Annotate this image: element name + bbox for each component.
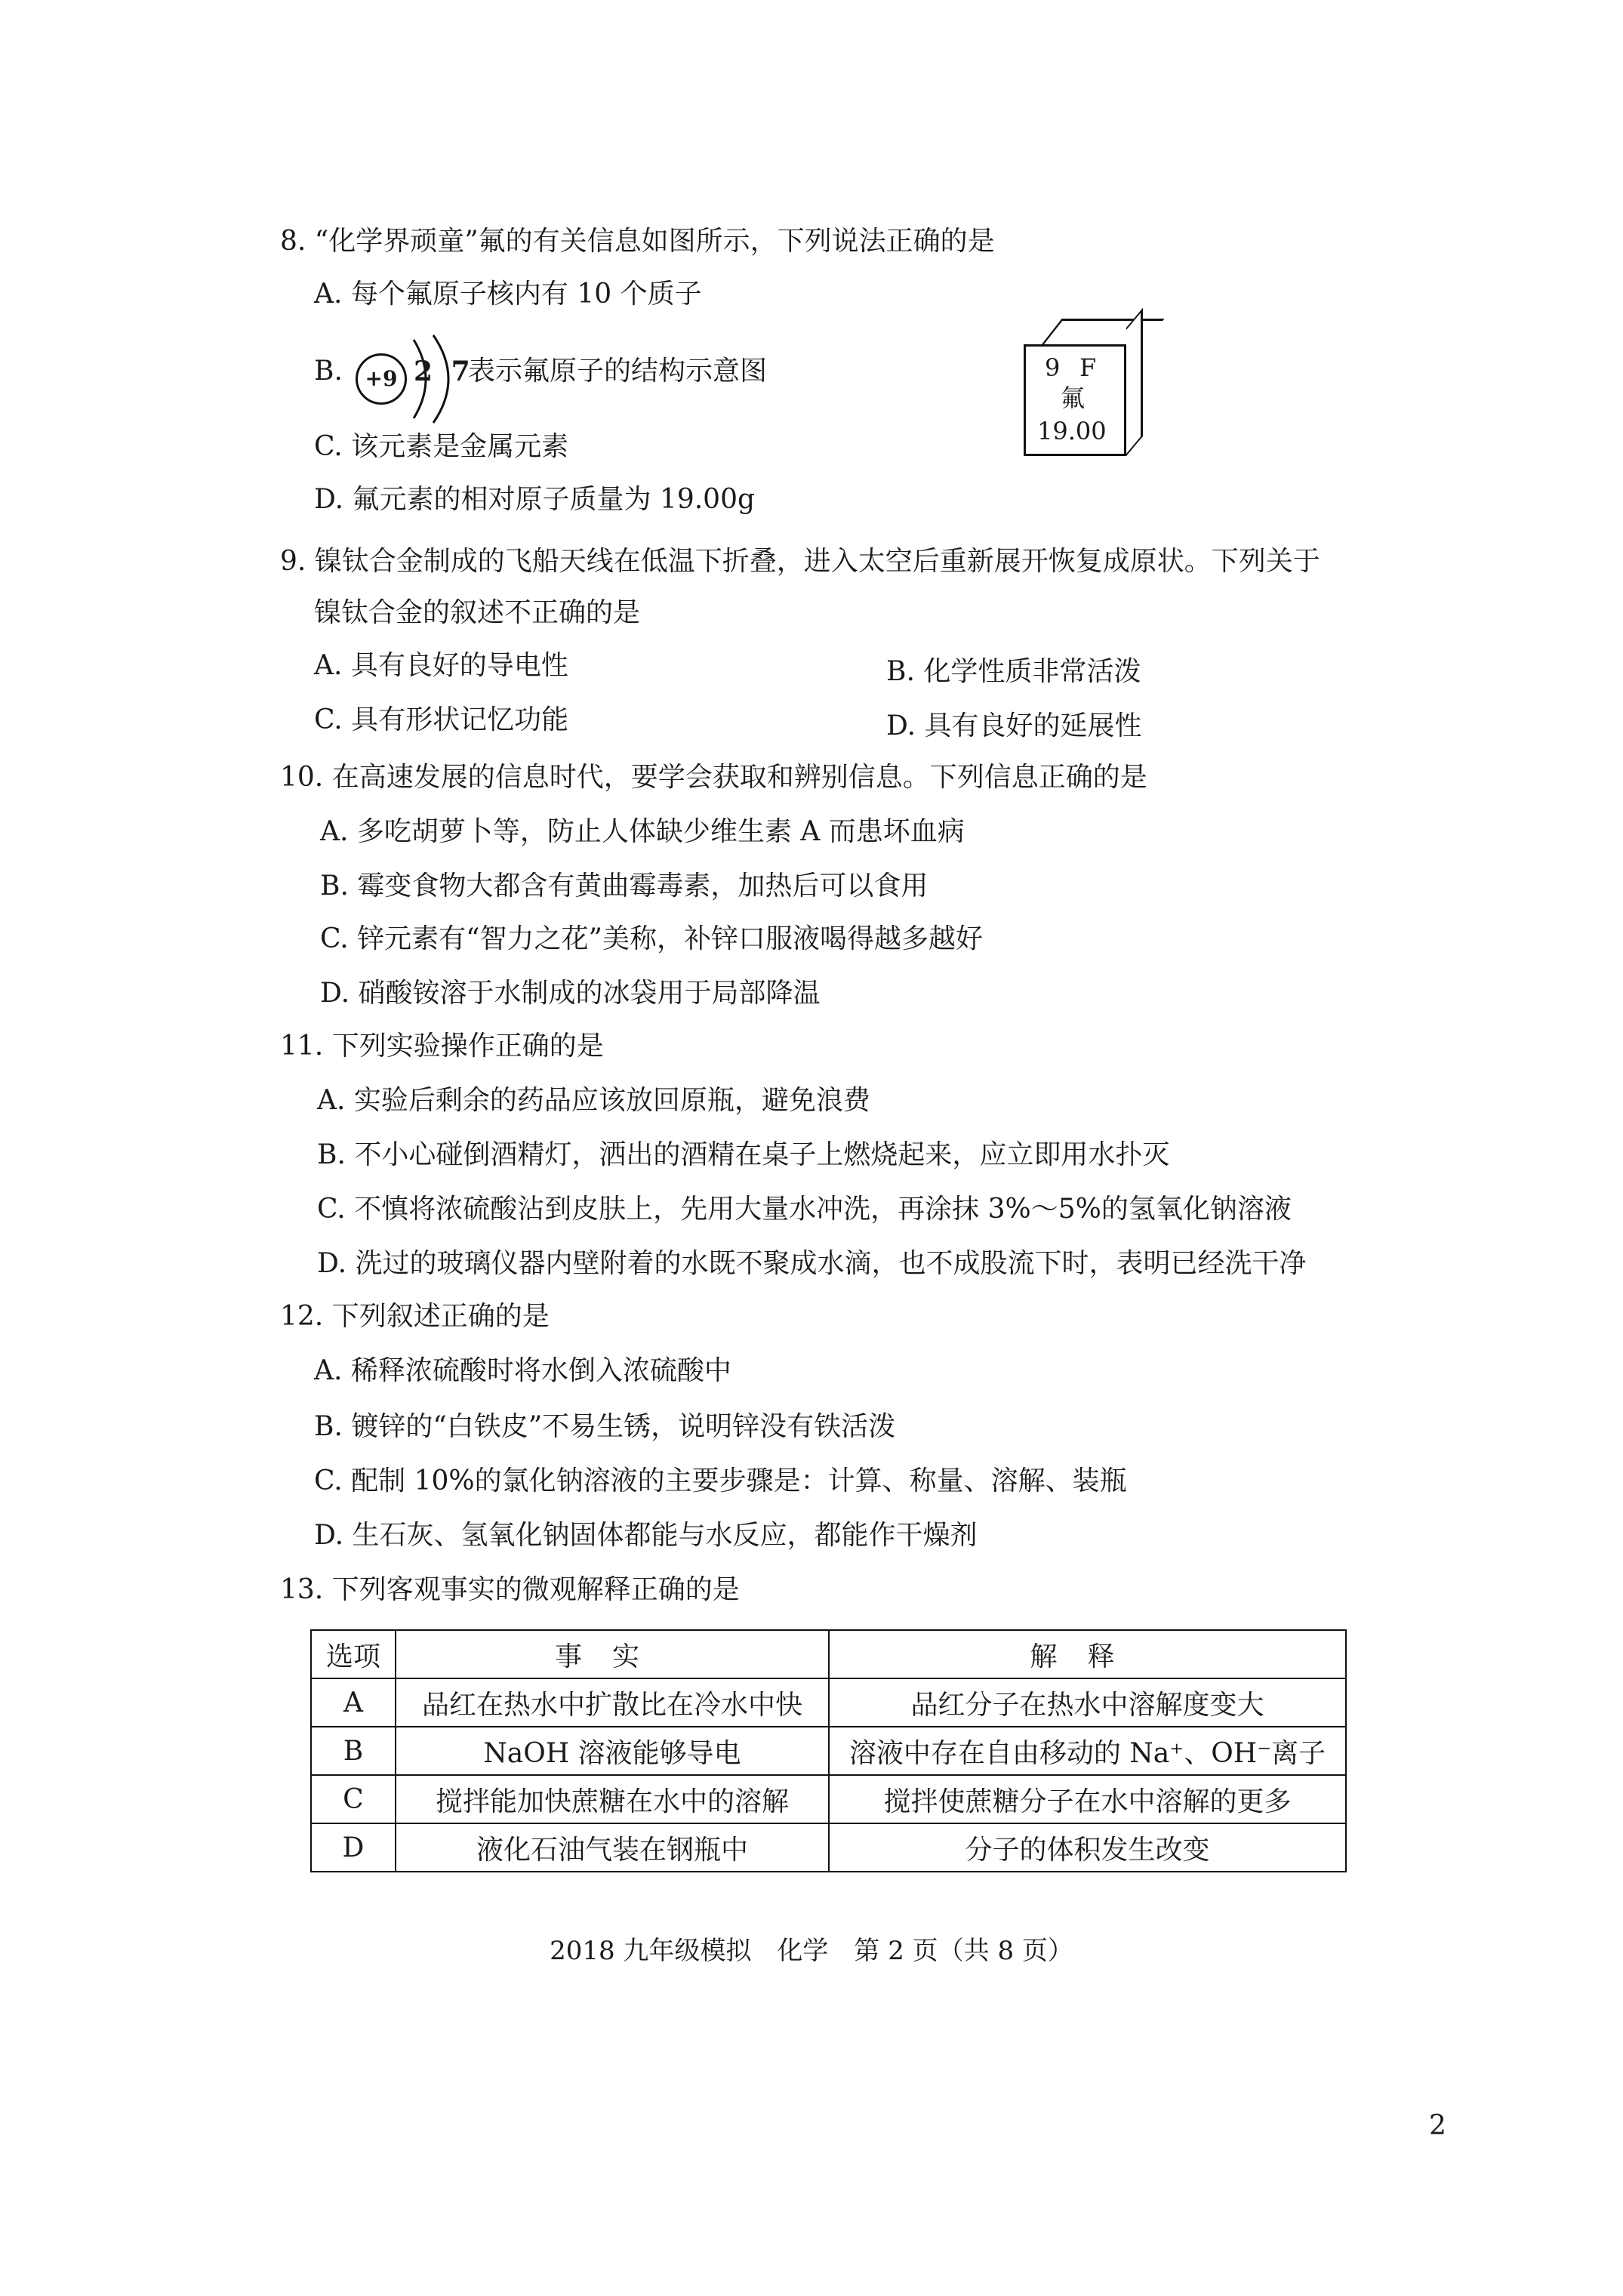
q9-option-d: D. 具有良好的延展性 (886, 710, 1142, 741)
q10-option-d: D. 硝酸铵溶于水制成的冰袋用于局部降温 (320, 978, 821, 1009)
row-option: B (311, 1727, 396, 1775)
card-top-face (1042, 319, 1165, 344)
row-explanation: 品红分子在热水中溶解度变大 (829, 1678, 1346, 1727)
atomic-number: 9 (1045, 353, 1061, 382)
table-row (311, 1823, 1346, 1872)
q8-stem: 8. “化学界顽童”氟的有关信息如图所示，下列说法正确的是 (280, 226, 995, 257)
header-fact: 事实 (396, 1630, 829, 1678)
row-option: D (311, 1823, 396, 1872)
q10-option-c: C. 锌元素有“智力之花”美称，补锌口服液喝得越多越好 (320, 923, 983, 954)
q10-option-a: A. 多吃胡萝卜等，防止人体缺少维生素 A 而患坏血病 (320, 816, 965, 847)
q12-stem: 12. 下列叙述正确的是 (280, 1301, 550, 1332)
q13-stem: 13. 下列客观事实的微观解释正确的是 (280, 1574, 740, 1605)
table-row (311, 1727, 1346, 1775)
q10-option-b: B. 霉变食物大都含有黄曲霉毒素，加热后可以食用 (320, 871, 929, 901)
row-explanation: 分子的体积发生改变 (829, 1823, 1346, 1872)
q12-option-c: C. 配制 10%的氯化钠溶液的主要步骤是：计算、称量、溶解、装瓶 (314, 1465, 1127, 1496)
row-fact: 搅拌能加快蔗糖在水中的溶解 (396, 1775, 829, 1823)
row-fact: 品红在热水中扩散比在冷水中快 (396, 1678, 829, 1727)
q11-option-b: B. 不小心碰倒酒精灯，洒出的酒精在桌子上燃烧起来，应立即用水扑灭 (317, 1139, 1170, 1170)
nucleus-circle: +9 (356, 353, 407, 405)
q9-option-b: B. 化学性质非常活泼 (886, 656, 1141, 687)
q8-option-d: D. 氟元素的相对原子质量为 19.00g (314, 484, 756, 515)
q12-option-b: B. 镀锌的“白铁皮”不易生锈，说明锌没有铁活泼 (314, 1411, 896, 1442)
q9-option-a: A. 具有良好的导电性 (314, 650, 568, 681)
electron-counts: 2 7 (414, 356, 475, 387)
q9-option-c: C. 具有形状记忆功能 (314, 704, 569, 735)
q8-option-b-label: B. (314, 356, 343, 387)
row-fact: 液化石油气装在钢瓶中 (396, 1823, 829, 1872)
card-side-face (1126, 308, 1143, 456)
element-name: 氟 (1061, 384, 1086, 412)
row-option: C (311, 1775, 396, 1823)
q11-stem: 11. 下列实验操作正确的是 (280, 1031, 604, 1062)
q12-option-a: A. 稀释浓硫酸时将水倒入浓硫酸中 (314, 1355, 731, 1386)
table-header-row (311, 1630, 1346, 1678)
q9-stem-line1: 9. 镍钛合金制成的飞船天线在低温下折叠，进入太空后重新展开恢复成原状。下列关于 (280, 546, 1320, 577)
row-explanation: 搅拌使蔗糖分子在水中溶解的更多 (829, 1775, 1346, 1823)
q8-option-b-text: 表示氟原子的结构示意图 (468, 356, 768, 387)
header-explanation: 解释 (829, 1630, 1346, 1678)
q11-option-a: A. 实验后剩余的药品应该放回原瓶，避免浪费 (317, 1085, 870, 1116)
page-footer: 2018 九年级模拟 化学 第 2 页（共 8 页） (550, 1936, 1073, 1966)
table-row (311, 1775, 1346, 1823)
atomic-mass: 19.00 (1037, 417, 1107, 445)
q8-option-c: C. 该元素是金属元素 (314, 431, 569, 462)
element-symbol: F (1079, 353, 1097, 382)
table-row (311, 1678, 1346, 1727)
header-option: 选项 (311, 1630, 396, 1678)
row-explanation: 溶液中存在自由移动的 Na⁺、OH⁻离子 (829, 1727, 1346, 1775)
facts-table (310, 1629, 1347, 1872)
page-number: 2 (1429, 2110, 1446, 2141)
q10-stem: 10. 在高速发展的信息时代，要学会获取和辨别信息。下列信息正确的是 (280, 762, 1147, 793)
row-option: A (311, 1678, 396, 1727)
q11-option-d: D. 洗过的玻璃仪器内壁附着的水既不聚成水滴，也不成股流下时，表明已经洗干净 (317, 1248, 1307, 1279)
q11-option-c: C. 不慎将浓硫酸沾到皮肤上，先用大量水冲洗，再涂抹 3%～5%的氢氧化钠溶液 (317, 1194, 1292, 1225)
q12-option-d: D. 生石灰、氢氧化钠固体都能与水反应，都能作干燥剂 (314, 1520, 978, 1551)
q8-option-a: A. 每个氟原子核内有 10 个质子 (314, 279, 702, 310)
q9-stem-line2: 镍钛合金的叙述不正确的是 (314, 597, 641, 628)
row-fact: NaOH 溶液能够导电 (396, 1727, 829, 1775)
